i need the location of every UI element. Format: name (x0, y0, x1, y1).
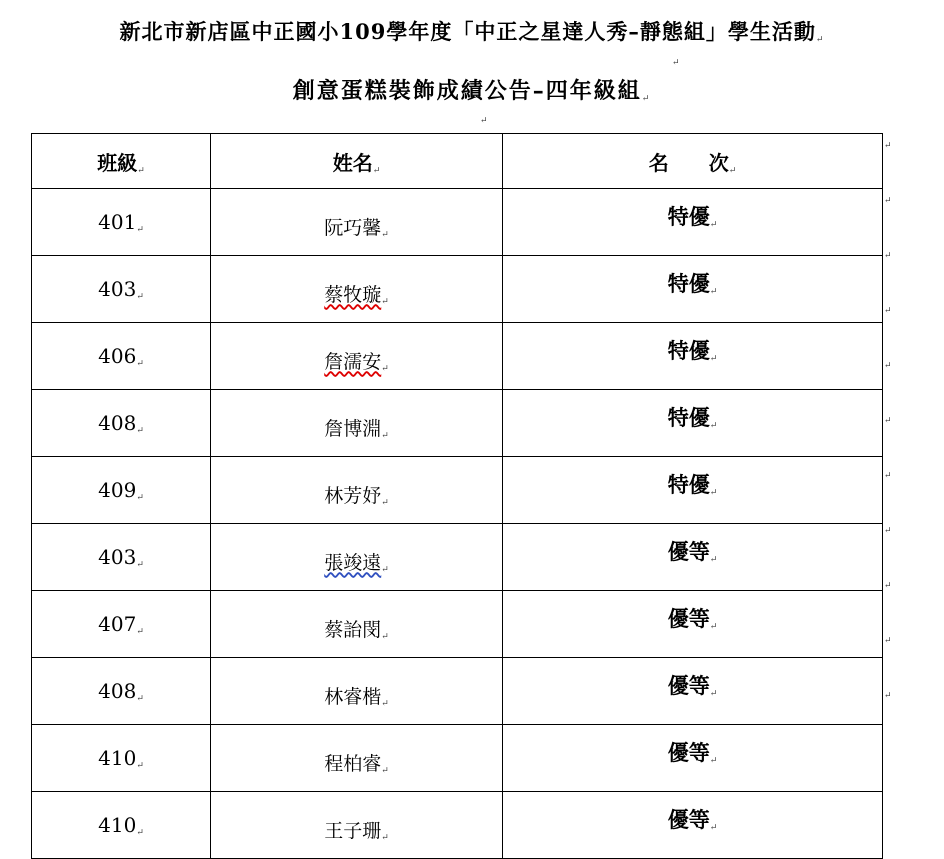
name-cell: 蔡牧璇↵ (211, 256, 503, 323)
table-row (32, 323, 883, 390)
rank-cell: 優等↵ (503, 524, 883, 591)
class-cell: 406↵ (32, 323, 211, 390)
row-end-mark-icon: ↵ (884, 691, 892, 701)
table-row (32, 591, 883, 658)
rank-cell: 特優↵ (503, 390, 883, 457)
header-class: 班級↵ (32, 134, 211, 189)
document-title-line2 (0, 74, 944, 105)
table-row (32, 189, 883, 256)
paragraph-mark-icon: ↵ (672, 58, 680, 68)
class-cell: 403↵ (32, 256, 211, 323)
table-row (32, 792, 883, 859)
results-table (31, 133, 883, 859)
row-end-mark-icon: ↵ (884, 251, 892, 261)
rank-cell: 特優↵ (503, 256, 883, 323)
row-end-mark-icon: ↵ (884, 526, 892, 536)
class-cell: 403↵ (32, 524, 211, 591)
class-cell: 401↵ (32, 189, 211, 256)
name-cell: 程柏睿↵ (211, 725, 503, 792)
row-end-mark-icon: ↵ (884, 361, 892, 371)
class-cell: 410↵ (32, 725, 211, 792)
rank-cell: 優等↵ (503, 591, 883, 658)
name-cell: 林睿楷↵ (211, 658, 503, 725)
row-end-mark-icon: ↵ (884, 636, 892, 646)
name-cell: 詹博淵↵ (211, 390, 503, 457)
row-end-mark-icon: ↵ (884, 141, 892, 151)
rank-cell: 優等↵ (503, 792, 883, 859)
name-cell: 王子珊↵ (211, 792, 503, 859)
rank-cell: 優等↵ (503, 725, 883, 792)
name-cell: 林芳妤↵ (211, 457, 503, 524)
rank-cell: 特優↵ (503, 323, 883, 390)
class-cell: 408↵ (32, 658, 211, 725)
class-cell: 408↵ (32, 390, 211, 457)
row-end-mark-icon: ↵ (884, 581, 892, 591)
header-rank: 名 次↵ (503, 134, 883, 189)
class-cell: 410↵ (32, 792, 211, 859)
table-row (32, 725, 883, 792)
paragraph-mark-icon: ↵ (480, 116, 488, 126)
rank-cell: 優等↵ (503, 658, 883, 725)
name-cell: 阮巧馨↵ (211, 189, 503, 256)
row-end-mark-icon: ↵ (884, 471, 892, 481)
row-end-mark-icon: ↵ (884, 416, 892, 426)
rank-cell: 特優↵ (503, 457, 883, 524)
document-title-line1 (0, 16, 944, 46)
row-end-mark-icon: ↵ (884, 196, 892, 206)
table-row (32, 457, 883, 524)
name-cell: 蔡詒閔↵ (211, 591, 503, 658)
title-line1-text: 新北市新店區中正國小109學年度「中正之星達人秀–靜態組」學生活動 (119, 19, 816, 44)
table-row (32, 524, 883, 591)
class-cell: 409↵ (32, 457, 211, 524)
row-end-mark-icon: ↵ (884, 306, 892, 316)
table-row (32, 256, 883, 323)
class-cell: 407↵ (32, 591, 211, 658)
rank-cell: 特優↵ (503, 189, 883, 256)
title-line2-text: 創意蛋糕裝飾成績公告–四年級組 (292, 78, 642, 104)
table-row (32, 658, 883, 725)
table-row (32, 390, 883, 457)
header-name: 姓名↵ (211, 134, 503, 189)
name-cell: 張竣遠↵ (211, 524, 503, 591)
name-cell: 詹濡安↵ (211, 323, 503, 390)
table-header-row (32, 134, 883, 189)
paragraph-mark-icon: ↵ (815, 35, 825, 45)
paragraph-mark-icon: ↵ (641, 94, 652, 104)
